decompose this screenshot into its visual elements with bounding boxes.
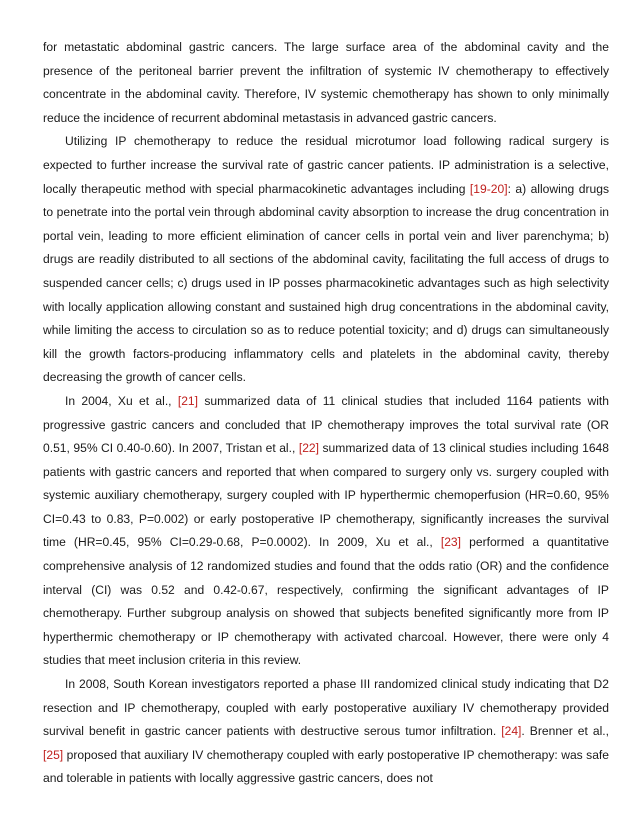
paragraph-3 <box>43 390 609 673</box>
body-text: In 2004, Xu et al., <box>65 393 178 408</box>
body-text: summarized data of 11 clinical studies that included 1164 patients with progressive gastric cancers and concluded that IP chemotherapy improves the total survival rate (OR 0.51, 95% CI 0.40-0.60). In 2007, Tristan et al., <box>43 393 610 456</box>
body-text: Utilizing IP chemotherapy to reduce the residual microtumor load following radical surgery is expected to further increase the survival rate of gastric cancer patients. IP administration is a selective, locally therapeutic method with special pharmacokinetic advantages including <box>43 134 609 196</box>
body-text: : a) allowing drugs to penetrate into the portal vein through abdominal cavity absorption to increase the drug concentration in portal vein, leading to more efficient elimination of cancer cells in portal vein and liver parenchyma; b) drugs are readily distributed to all sections of the abdominal cavity, facilitating the full access of drugs to suspended cancer cells; c) drugs used in IP posses pharmacokinetic advantages such as high selectivity with locally application allowing constant and sustained high drug concentrations in the abdominal cavity, while limiting the access to circulation so as to reduce potential toxicity; and d) drugs can simultaneously kill the growth factors-producing inflammatory cells and platelets in the abdominal cavity, thereby decreasing the growth of cancer cells. <box>43 181 609 385</box>
body-text: . Brenner et al., <box>521 724 610 739</box>
body-text: summarized data of 13 clinical studies including 1648 patients with gastric cancers and reported that when compared to surgery only vs. surgery coupled with systemic auxiliary chemotherapy, surgery coupled with IP hyperthermic chemoperfusion (HR=0.60, 95% CI=0.43 to 0.83, P=0.002) or early postoperative IP chemotherapy, significantly increases the survival time (HR=0.45, 95% CI=0.29-0.68, P=0.0002). In 2009, Xu et al., <box>43 441 609 550</box>
citation-21[interactable]: [21] <box>177 393 199 408</box>
citation-25[interactable]: [25] <box>43 747 64 762</box>
body-text: In 2008, South Korean investigators reported a phase III randomized clinical study indicating that D2 resection and IP chemotherapy, coupled with early postoperative auxiliary IV chemotherapy provided survival benefit in gastric cancer patients with destructive serous tumor infiltration. <box>43 677 609 739</box>
paragraph-4 <box>43 673 609 791</box>
body-text: performed a quantitative comprehensive analysis of 12 randomized studies and found that the odds ratio (OR) and the confidence interval (CI) was 0.52 and 0.42-0.67, respectively, confirming the significant advantages of IP chemotherapy. Further subgroup analysis on showed that subjects benefited significantly more from IP hyperthermic chemotherapy or IP chemotherapy with activated charcoal. However, there were only 4 studies that meet inclusion criteria in this review. <box>43 535 609 668</box>
paragraph-2 <box>43 130 609 390</box>
citation-24[interactable]: [24] <box>501 724 522 739</box>
paragraph-1 <box>43 36 609 130</box>
citation-22[interactable]: [22] <box>298 441 320 456</box>
body-text: proposed that auxiliary IV chemotherapy coupled with early postoperative IP chemotherapy: was safe and tolerable in patients with locally aggressive gastric cancers, does not <box>43 747 609 786</box>
body-text: for metastatic abdominal gastric cancers. The large surface area of the abdominal cavity and the presence of the peritoneal barrier prevent the infiltration of systemic IV chemotherapy to effectively concentrate in the abdominal cavity. Therefore, IV systemic chemotherapy has shown to only minimally reduce the incidence of recurrent abdominal metastasis in advanced gastric cancers. <box>43 40 609 125</box>
citation-23[interactable]: [23] <box>440 535 462 550</box>
document-page <box>43 36 609 791</box>
citation-19-20[interactable]: [19-20] <box>469 181 508 196</box>
